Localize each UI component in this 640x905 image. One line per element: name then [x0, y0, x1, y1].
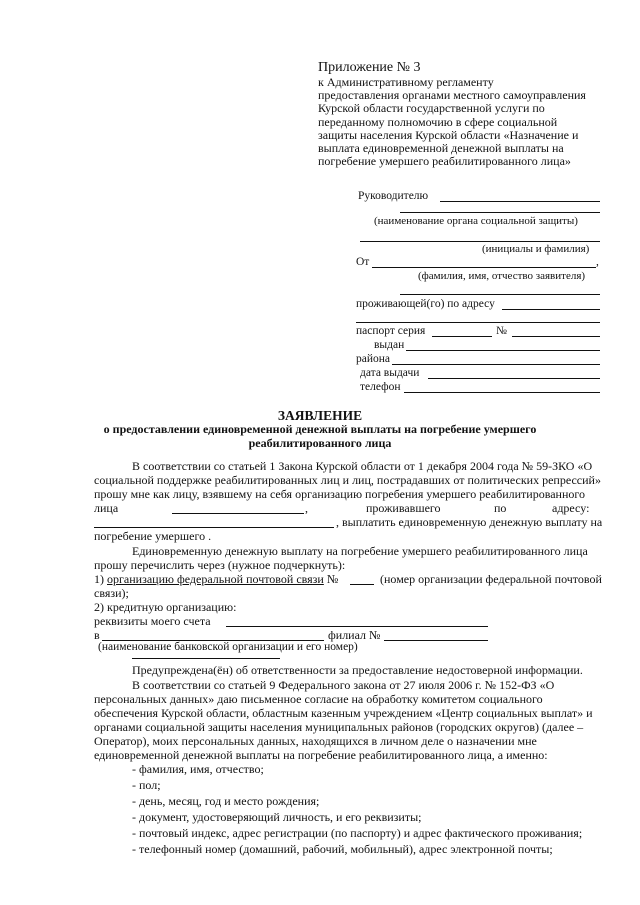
body-line: прошу мне как лицу, взявшему на себя организацию погребения умершего реабилитированного — [94, 487, 585, 501]
annex-line: выплата единовременной денежной выплаты на — [318, 141, 564, 156]
doc-subtitle-2: реабилитированного лица — [248, 436, 392, 450]
list-item: - телефонный номер (домашний, рабочий, мобильный), адрес электронной почты; — [132, 842, 553, 856]
list-item: - пол; — [132, 778, 161, 792]
body-line: Оператор), моих персональных данных, находящихся в личном деле о назначении мне — [94, 734, 537, 748]
option-post-label: организацию федеральной почтовой связи — [107, 572, 324, 586]
address-field-2[interactable] — [356, 322, 600, 323]
annex-title: Приложение № 3 — [318, 60, 421, 75]
address-label: проживающей(го) по адресу — [356, 298, 495, 310]
issue-date-label: дата выдачи — [360, 367, 420, 379]
doc-subtitle-1: о предоставлении единовременной денежной выплаты на погребение умершего — [103, 422, 537, 436]
body-line: адресу: — [552, 501, 590, 515]
annex-line: Курской области государственной услуги по — [318, 101, 545, 116]
account-field[interactable] — [226, 626, 488, 627]
bank-in-label: в — [94, 628, 100, 642]
annex-line: переданному полномочию в сфере социальной — [318, 114, 558, 129]
agency-caption: (наименование органа социальной защиты) — [374, 215, 578, 227]
list-item: - почтовый индекс, адрес регистрации (по паспорту) и адрес фактического проживания; — [132, 826, 583, 840]
deceased-address-field[interactable] — [94, 527, 334, 528]
bank-caption: (наименование банковской организации и его номер) — [98, 641, 358, 653]
passport-number-label: № — [496, 325, 507, 337]
doc-title: ЗАЯВЛЕНИЕ — [277, 408, 363, 423]
list-item: - фамилия, имя, отчество; — [132, 762, 264, 776]
body-line: персональных данных» даю письменное согласие на обработку комитетом социального — [94, 692, 543, 706]
initials-caption: (инициалы и фамилия) — [482, 243, 590, 255]
body-line: погребение умершего . — [94, 529, 212, 543]
phone-field[interactable] — [404, 392, 600, 393]
head-label: Руководителю — [358, 190, 429, 202]
option-post[interactable] — [94, 573, 338, 586]
option-bank[interactable]: 2) кредитную организацию: — [94, 600, 237, 614]
issued-field[interactable] — [406, 350, 600, 351]
address-field[interactable] — [502, 309, 600, 310]
district-field[interactable] — [392, 364, 600, 365]
body-line: органами социальной защиты населения муниципальных районов (городских округов) (далее – — [94, 720, 584, 734]
option-post-no: № — [323, 572, 339, 586]
issued-label: выдан — [374, 339, 405, 351]
annex-block — [318, 60, 586, 168]
passport-label: паспорт серия — [356, 325, 426, 337]
option-post-number: 1) — [94, 572, 107, 586]
district-label: района — [356, 353, 391, 365]
from-field[interactable] — [372, 267, 596, 268]
warning-text: Предупреждена(ён) об ответственности за предоставление недостоверной информации. — [132, 663, 583, 677]
body-line: (номер организации федеральной почтовой — [380, 572, 602, 586]
phone-label: телефон — [360, 381, 401, 393]
issue-date-field[interactable] — [428, 378, 600, 379]
body-line: В соответствии со статьей 1 Закона Курской области от 1 декабря 2004 года № 59-ЗКО «О — [132, 459, 593, 473]
branch-label: филиал № — [328, 628, 381, 642]
annex-line: к Административному регламенту — [318, 75, 494, 89]
annex-line: защиты населения Курской области «Назначение и — [318, 127, 579, 142]
body-line: обеспечения Курской области, областным казенным учреждением «Центр социальных выплат» и — [94, 706, 593, 720]
annex-line: предоставления органами местного самоуправления — [318, 88, 586, 103]
body-line: , выплатить единовременную денежную выплату на — [336, 515, 603, 529]
head-field[interactable] — [440, 201, 600, 202]
passport-number-field[interactable] — [512, 336, 600, 337]
branch-field[interactable] — [384, 640, 488, 641]
body-line: единовременной денежной выплаты на погребение реабилитированного лица, а именно: — [94, 748, 548, 762]
passport-series-field[interactable] — [432, 336, 492, 337]
body-line: В соответствии со статьей 9 Федерального закона от 27 июля 2006 г. № 152-ФЗ «О — [132, 678, 555, 692]
signature-field[interactable] — [132, 658, 280, 659]
agency-field[interactable] — [360, 241, 600, 242]
body-line: проживавшего — [366, 501, 441, 515]
head-field-2[interactable] — [400, 212, 600, 213]
body-line: Единовременную денежную выплату на погребение умершего реабилитированного лица — [132, 544, 588, 558]
account-label: реквизиты моего счета — [94, 614, 211, 628]
body-line: , — [305, 501, 308, 515]
body-line: по — [494, 501, 507, 515]
list-item: - документ, удостоверяющий личность, и его реквизиты; — [132, 810, 422, 824]
annex-line: погребение умершего реабилитированного лица» — [318, 154, 571, 169]
from-comma: , — [596, 256, 599, 268]
body-line: прошу перечислить через (нужное подчеркнуть): — [94, 558, 346, 572]
body-line: лица — [94, 501, 119, 515]
deceased-name-field[interactable] — [172, 513, 304, 514]
body-line: связи); — [94, 586, 129, 600]
body-line: социальной поддержке реабилитированных лиц и лиц, пострадавших от политических репрессий» — [94, 473, 601, 487]
from-label: От — [356, 256, 370, 268]
applicant-field-2[interactable] — [400, 294, 600, 295]
list-item: - день, месяц, год и место рождения; — [132, 794, 320, 808]
applicant-caption: (фамилия, имя, отчество заявителя) — [418, 270, 586, 282]
post-office-number-field[interactable] — [350, 584, 374, 585]
